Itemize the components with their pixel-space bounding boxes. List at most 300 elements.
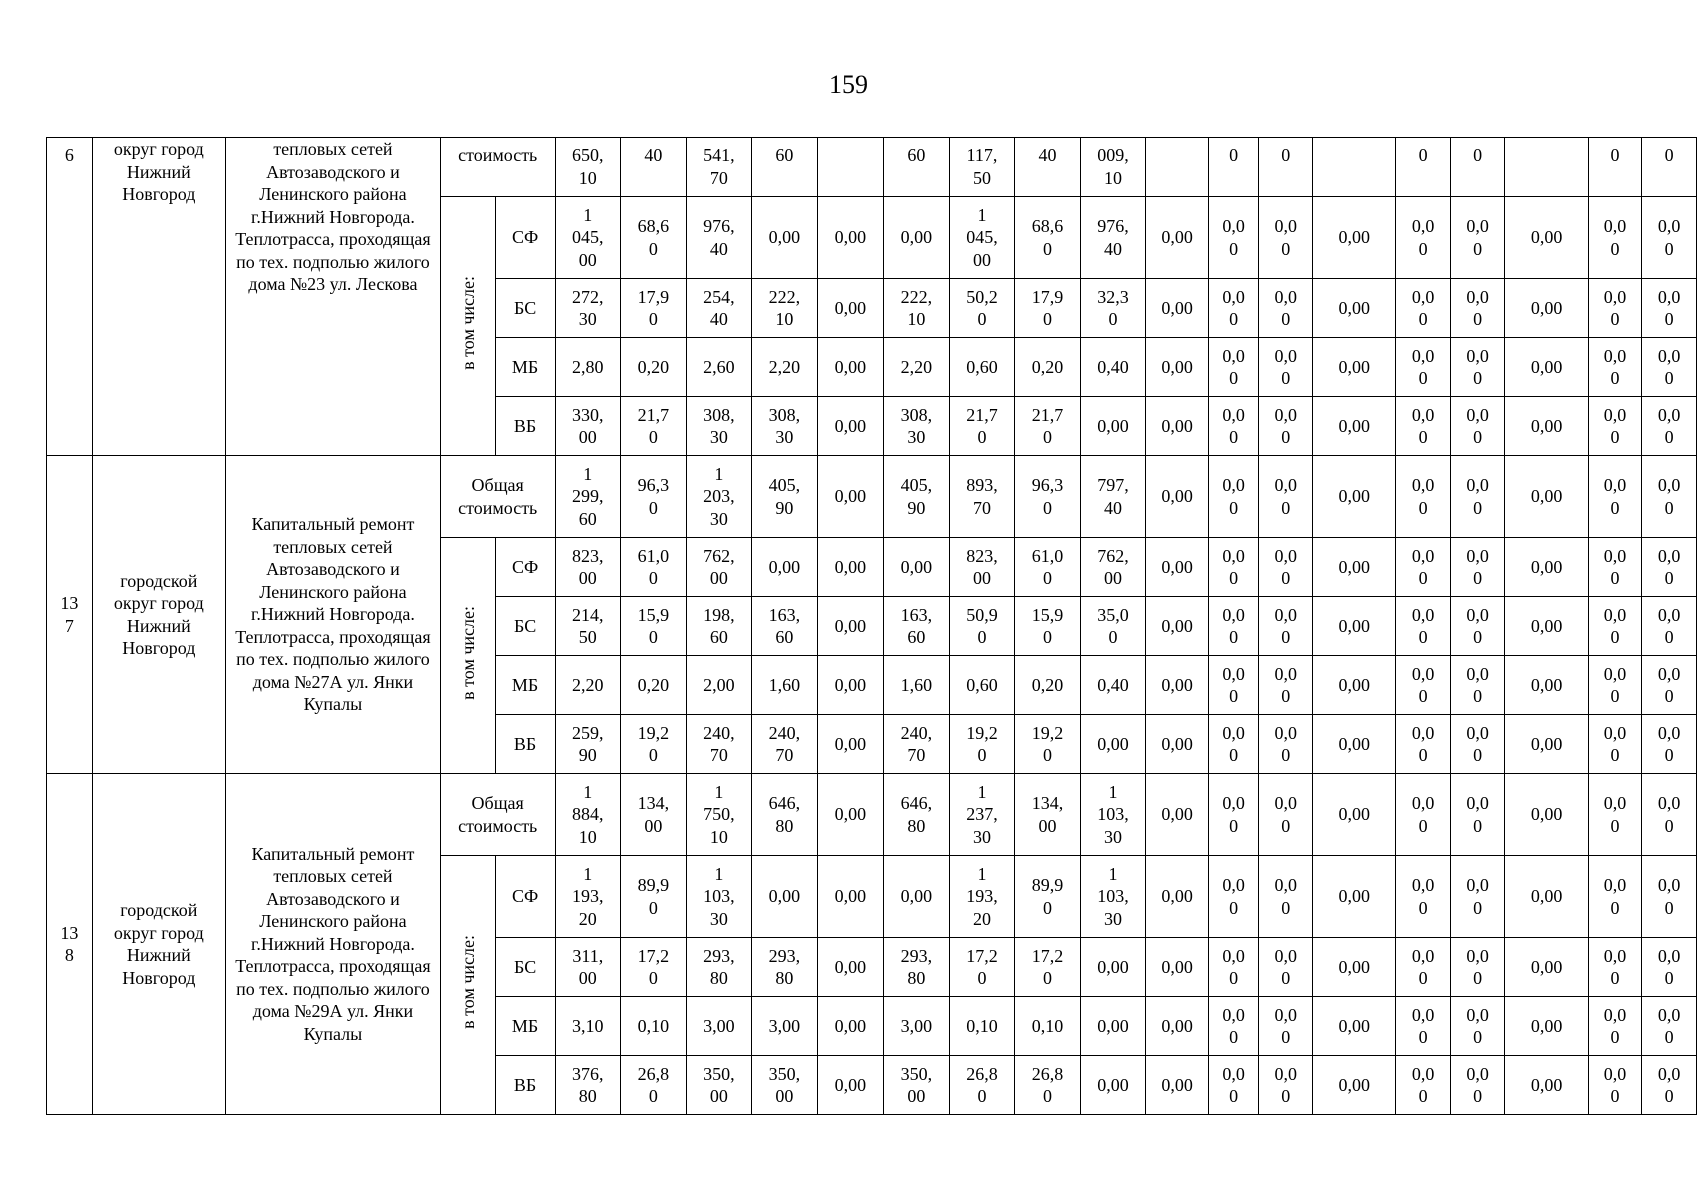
value-cell: 0,0 0 [1588,715,1642,774]
funding-source-label: ВБ [495,715,555,774]
value-cell: 0 [1642,138,1697,197]
value-cell: 2,00 [686,656,752,715]
value-cell: 0,00 [1505,656,1588,715]
value-cell: 0,0 0 [1396,597,1451,656]
value-cell: 96,3 0 [621,456,687,538]
value-cell: 68,6 0 [1015,197,1081,279]
value-cell: 15,9 0 [1015,597,1081,656]
value-cell: 1 299, 60 [555,456,621,538]
value-cell: 0,10 [621,997,687,1056]
value-cell: 0,0 0 [1396,456,1451,538]
value-cell: 0,00 [1146,1056,1209,1115]
value-cell: 21,7 0 [949,397,1015,456]
value-cell: 0,0 0 [1259,1056,1313,1115]
value-cell: 0,00 [817,774,884,856]
value-cell: 0,00 [1313,656,1396,715]
value-cell: 0,00 [1146,597,1209,656]
value-cell: 0,00 [1505,715,1588,774]
value-cell: 2,20 [555,656,621,715]
value-cell: 0,0 0 [1588,997,1642,1056]
value-cell: 17,2 0 [949,938,1015,997]
value-cell: 0,0 0 [1588,597,1642,656]
value-cell: 0,00 [1505,774,1588,856]
value-cell: 3,10 [555,997,621,1056]
value-cell: 1 103, 30 [1080,856,1146,938]
municipality-cell: округ город Нижний Новгород [92,138,225,456]
value-cell: 2,80 [555,338,621,397]
value-cell: 0,0 0 [1588,656,1642,715]
value-cell: 350, 00 [884,1056,950,1115]
value-cell: 0,00 [1505,456,1588,538]
value-cell: 0,10 [1015,997,1081,1056]
object-name-cell: Капитальный ремонт тепловых сетей Автозаводского и Ленинского района г.Нижний Новгорода. Теплотрасса, проходящая по тех. подполью жилого дома №29А ул. Янки Купалы [226,774,441,1115]
value-cell: 0,00 [1505,538,1588,597]
value-cell: 26,8 0 [621,1056,687,1115]
value-cell: 0,00 [1146,774,1209,856]
value-cell: 0,00 [1146,538,1209,597]
value-cell: 0,00 [1313,397,1396,456]
value-cell: 26,8 0 [1015,1056,1081,1115]
value-cell: 35,0 0 [1080,597,1146,656]
value-cell: 222, 10 [884,279,950,338]
value-cell: 2,60 [686,338,752,397]
value-cell: 0,0 0 [1208,997,1259,1056]
value-cell: 0,00 [1313,456,1396,538]
value-cell: 1,60 [752,656,818,715]
municipality-cell: городской округ город Нижний Новгород [92,456,225,774]
value-cell: 0,0 0 [1450,715,1505,774]
funding-source-label: МБ [495,338,555,397]
value-cell: 61,0 0 [1015,538,1081,597]
value-cell: 0,0 0 [1588,397,1642,456]
value-cell: 1 193, 20 [555,856,621,938]
value-cell: 0,00 [1313,338,1396,397]
value-cell: 0,00 [884,538,950,597]
value-cell: 0,0 0 [1396,656,1451,715]
value-cell: 89,9 0 [1015,856,1081,938]
value-cell: 0,0 0 [1208,597,1259,656]
value-cell: 0,00 [752,856,818,938]
value-cell: 0,0 0 [1396,197,1451,279]
value-cell: 0,0 0 [1396,715,1451,774]
value-cell: 240, 70 [884,715,950,774]
value-cell: 0,00 [1505,279,1588,338]
value-cell: 0,0 0 [1642,1056,1697,1115]
value-cell: 0 [1396,138,1451,197]
value-cell: 0,00 [1080,938,1146,997]
value-cell: 0,00 [1313,279,1396,338]
value-cell: 0,00 [1146,397,1209,456]
value-cell: 0,00 [1505,397,1588,456]
value-cell: 0,00 [1080,397,1146,456]
value-cell: 0,0 0 [1450,456,1505,538]
value-cell: 0 [1450,138,1505,197]
funding-source-label: СФ [495,197,555,279]
value-cell: 0,00 [817,997,884,1056]
value-cell: 0,00 [1080,997,1146,1056]
value-cell: 0,0 0 [1450,656,1505,715]
budget-table [46,137,1697,1115]
value-cell: 0,00 [1313,538,1396,597]
including-label-cell [440,197,495,456]
value-cell: 0,00 [1080,1056,1146,1115]
value-cell: 0,0 0 [1450,597,1505,656]
value-cell: 762, 00 [686,538,752,597]
value-cell: 2,20 [884,338,950,397]
value-cell: 0,0 0 [1642,538,1697,597]
value-cell: 19,2 0 [621,715,687,774]
value-cell: 272, 30 [555,279,621,338]
value-cell: 0,0 0 [1208,1056,1259,1115]
total-cost-label: стоимость [440,138,555,197]
row-number-cell: 13 7 [47,456,93,774]
funding-source-label: БС [495,279,555,338]
value-cell: 0,0 0 [1259,338,1313,397]
value-cell: 0,0 0 [1396,1056,1451,1115]
object-name-cell: Капитальный ремонт тепловых сетей Автозаводского и Ленинского района г.Нижний Новгорода. Теплотрасса, проходящая по тех. подполью жилого дома №27А ул. Янки Купалы [226,456,441,774]
value-cell: 0,00 [1146,456,1209,538]
value-cell: 1 884, 10 [555,774,621,856]
value-cell: 0,0 0 [1396,338,1451,397]
value-cell: 0,00 [817,279,884,338]
value-cell: 0,0 0 [1396,997,1451,1056]
value-cell: 0,0 0 [1642,774,1697,856]
value-cell: 214, 50 [555,597,621,656]
value-cell: 0,0 0 [1450,397,1505,456]
value-cell: 0,0 0 [1208,774,1259,856]
value-cell: 350, 00 [686,1056,752,1115]
value-cell: 21,7 0 [1015,397,1081,456]
value-cell: 3,00 [752,997,818,1056]
value-cell: 0,00 [1146,997,1209,1056]
value-cell: 0,0 0 [1450,856,1505,938]
value-cell: 0,0 0 [1208,279,1259,338]
value-cell: 0,0 0 [1208,338,1259,397]
funding-source-label: БС [495,938,555,997]
value-cell: 0,20 [621,656,687,715]
value-cell: 15,9 0 [621,597,687,656]
including-label: в том числе: [457,605,478,700]
value-cell: 0,00 [1505,997,1588,1056]
value-cell: 0,0 0 [1642,656,1697,715]
value-cell: 0,00 [884,856,950,938]
value-cell: 308, 30 [686,397,752,456]
total-cost-label: Общая стоимость [440,774,555,856]
value-cell: 0,00 [752,197,818,279]
value-cell [1146,138,1209,197]
value-cell: 40 [621,138,687,197]
value-cell: 0,0 0 [1642,597,1697,656]
value-cell: 0,0 0 [1642,279,1697,338]
value-cell: 0,0 0 [1259,938,1313,997]
value-cell: 0,0 0 [1259,597,1313,656]
value-cell: 0,0 0 [1642,715,1697,774]
value-cell: 19,2 0 [1015,715,1081,774]
value-cell: 0,00 [1313,715,1396,774]
value-cell: 0,0 0 [1450,774,1505,856]
value-cell: 376, 80 [555,1056,621,1115]
including-label-cell [440,538,495,774]
value-cell: 0,10 [949,997,1015,1056]
value-cell: 797, 40 [1080,456,1146,538]
including-label: в том числе: [457,276,478,371]
value-cell: 1 045, 00 [555,197,621,279]
value-cell: 1 750, 10 [686,774,752,856]
funding-source-label: БС [495,597,555,656]
value-cell: 0,60 [949,656,1015,715]
value-cell: 0,00 [817,197,884,279]
including-label: в том числе: [457,935,478,1030]
value-cell: 0,0 0 [1259,456,1313,538]
value-cell: 646, 80 [752,774,818,856]
value-cell: 0,0 0 [1588,538,1642,597]
value-cell: 0,0 0 [1642,456,1697,538]
value-cell: 308, 30 [752,397,818,456]
value-cell: 17,9 0 [621,279,687,338]
value-cell: 0,40 [1080,656,1146,715]
value-cell: 0,0 0 [1396,538,1451,597]
value-cell: 0,00 [817,538,884,597]
value-cell: 0,00 [817,856,884,938]
value-cell: 0,60 [949,338,1015,397]
value-cell: 0,0 0 [1450,279,1505,338]
value-cell: 308, 30 [884,397,950,456]
value-cell: 0,0 0 [1208,456,1259,538]
value-cell: 1 203, 30 [686,456,752,538]
object-name-cell: тепловых сетей Автозаводского и Ленинского района г.Нижний Новгорода. Теплотрасса, проходящая по тех. подполью жилого дома №23 ул. Лескова [226,138,441,456]
value-cell: 0,0 0 [1588,338,1642,397]
value-cell: 0,0 0 [1259,715,1313,774]
value-cell: 0,0 0 [1642,338,1697,397]
value-cell: 1 045, 00 [949,197,1015,279]
value-cell: 0 [1259,138,1313,197]
value-cell: 21,7 0 [621,397,687,456]
value-cell: 293, 80 [752,938,818,997]
value-cell: 0 [1588,138,1642,197]
value-cell: 009, 10 [1080,138,1146,197]
value-cell: 0,0 0 [1259,197,1313,279]
value-cell: 0,00 [884,197,950,279]
value-cell: 0,00 [1313,597,1396,656]
value-cell: 330, 00 [555,397,621,456]
value-cell: 0,00 [1146,197,1209,279]
value-cell: 17,2 0 [1015,938,1081,997]
value-cell: 0,0 0 [1450,538,1505,597]
value-cell: 650, 10 [555,138,621,197]
row-number-cell: 13 8 [47,774,93,1115]
total-cost-label: Общая стоимость [440,456,555,538]
value-cell: 60 [884,138,950,197]
value-cell: 0,00 [1505,856,1588,938]
value-cell: 0,0 0 [1259,538,1313,597]
value-cell: 0,00 [1146,856,1209,938]
table-row [47,456,1697,538]
value-cell: 0,00 [817,338,884,397]
value-cell: 0,20 [1015,338,1081,397]
value-cell: 0,00 [1313,1056,1396,1115]
value-cell: 0,00 [1146,656,1209,715]
value-cell: 0,00 [1505,938,1588,997]
value-cell: 823, 00 [949,538,1015,597]
value-cell: 0,00 [1146,715,1209,774]
value-cell: 68,6 0 [621,197,687,279]
value-cell: 17,9 0 [1015,279,1081,338]
value-cell: 0,0 0 [1259,856,1313,938]
value-cell: 541, 70 [686,138,752,197]
value-cell: 0 [1208,138,1259,197]
value-cell: 60 [752,138,818,197]
value-cell: 240, 70 [752,715,818,774]
table-row [47,138,1697,197]
value-cell: 240, 70 [686,715,752,774]
value-cell: 32,3 0 [1080,279,1146,338]
value-cell: 0,00 [1080,715,1146,774]
value-cell: 0,0 0 [1588,856,1642,938]
including-label-cell [440,856,495,1115]
funding-source-label: МБ [495,997,555,1056]
value-cell: 0,0 0 [1450,938,1505,997]
value-cell: 762, 00 [1080,538,1146,597]
value-cell: 0,0 0 [1396,774,1451,856]
value-cell: 61,0 0 [621,538,687,597]
funding-source-label: МБ [495,656,555,715]
value-cell: 0,20 [621,338,687,397]
value-cell: 50,9 0 [949,597,1015,656]
value-cell: 0,0 0 [1208,856,1259,938]
value-cell: 0,0 0 [1642,856,1697,938]
value-cell: 40 [1015,138,1081,197]
value-cell: 0,0 0 [1208,656,1259,715]
value-cell: 89,9 0 [621,856,687,938]
value-cell: 254, 40 [686,279,752,338]
value-cell: 0,0 0 [1642,997,1697,1056]
value-cell: 0,00 [1146,338,1209,397]
value-cell: 0,0 0 [1450,197,1505,279]
value-cell: 0,0 0 [1259,656,1313,715]
value-cell: 0,0 0 [1588,774,1642,856]
value-cell: 0,00 [1505,1056,1588,1115]
value-cell: 0,0 0 [1396,279,1451,338]
value-cell: 0,0 0 [1208,397,1259,456]
value-cell: 163, 60 [752,597,818,656]
value-cell: 0,0 0 [1396,938,1451,997]
value-cell: 96,3 0 [1015,456,1081,538]
value-cell: 405, 90 [884,456,950,538]
value-cell: 117, 50 [949,138,1015,197]
value-cell: 0,0 0 [1450,997,1505,1056]
value-cell: 976, 40 [686,197,752,279]
value-cell: 0,00 [817,656,884,715]
value-cell: 0,0 0 [1396,856,1451,938]
value-cell: 3,00 [686,997,752,1056]
value-cell: 259, 90 [555,715,621,774]
value-cell: 50,2 0 [949,279,1015,338]
value-cell: 0,00 [1146,279,1209,338]
value-cell: 893, 70 [949,456,1015,538]
value-cell: 0,00 [1505,338,1588,397]
value-cell: 17,2 0 [621,938,687,997]
value-cell: 0,00 [752,538,818,597]
value-cell: 0,0 0 [1396,397,1451,456]
value-cell: 0,00 [1146,938,1209,997]
value-cell: 293, 80 [884,938,950,997]
value-cell: 0,00 [1505,597,1588,656]
funding-source-label: СФ [495,856,555,938]
value-cell: 0,00 [817,1056,884,1115]
value-cell: 134, 00 [621,774,687,856]
value-cell: 0,0 0 [1208,538,1259,597]
value-cell: 198, 60 [686,597,752,656]
funding-source-label: ВБ [495,1056,555,1115]
value-cell: 0,0 0 [1259,997,1313,1056]
value-cell: 0,00 [817,456,884,538]
value-cell: 3,00 [884,997,950,1056]
value-cell: 350, 00 [752,1056,818,1115]
value-cell: 163, 60 [884,597,950,656]
value-cell: 646, 80 [884,774,950,856]
value-cell: 0,00 [817,715,884,774]
value-cell [1313,138,1396,197]
value-cell: 0,40 [1080,338,1146,397]
value-cell: 26,8 0 [949,1056,1015,1115]
value-cell: 311, 00 [555,938,621,997]
funding-source-label: ВБ [495,397,555,456]
value-cell: 0,0 0 [1642,197,1697,279]
value-cell: 0,0 0 [1450,1056,1505,1115]
value-cell [817,138,884,197]
value-cell: 0,00 [1313,938,1396,997]
value-cell: 0,00 [1313,197,1396,279]
municipality-cell: городской округ город Нижний Новгород [92,774,225,1115]
page-number: 159 [829,70,868,99]
value-cell: 0,0 0 [1588,1056,1642,1115]
value-cell: 19,2 0 [949,715,1015,774]
value-cell: 0,00 [1313,997,1396,1056]
value-cell: 0,0 0 [1208,715,1259,774]
value-cell: 0,0 0 [1588,456,1642,538]
value-cell: 0,00 [1313,856,1396,938]
value-cell: 0,20 [1015,656,1081,715]
value-cell: 2,20 [752,338,818,397]
value-cell: 0,0 0 [1588,279,1642,338]
value-cell: 823, 00 [555,538,621,597]
value-cell: 293, 80 [686,938,752,997]
value-cell: 976, 40 [1080,197,1146,279]
value-cell: 1 103, 30 [1080,774,1146,856]
value-cell: 0,0 0 [1642,938,1697,997]
value-cell: 0,0 0 [1208,938,1259,997]
value-cell: 0,0 0 [1642,397,1697,456]
value-cell: 1 103, 30 [686,856,752,938]
value-cell: 0,0 0 [1208,197,1259,279]
value-cell: 0,0 0 [1450,338,1505,397]
row-number-cell: 6 [47,138,93,456]
value-cell: 0,00 [817,597,884,656]
value-cell: 0,0 0 [1259,279,1313,338]
value-cell: 0,0 0 [1588,197,1642,279]
table-row [47,774,1697,856]
value-cell: 1,60 [884,656,950,715]
value-cell: 0,0 0 [1259,774,1313,856]
funding-source-label: СФ [495,538,555,597]
value-cell: 0,00 [1313,774,1396,856]
value-cell: 1 237, 30 [949,774,1015,856]
value-cell: 0,00 [817,397,884,456]
value-cell: 0,00 [1505,197,1588,279]
value-cell: 0,00 [817,938,884,997]
value-cell: 405, 90 [752,456,818,538]
value-cell: 0,0 0 [1588,938,1642,997]
